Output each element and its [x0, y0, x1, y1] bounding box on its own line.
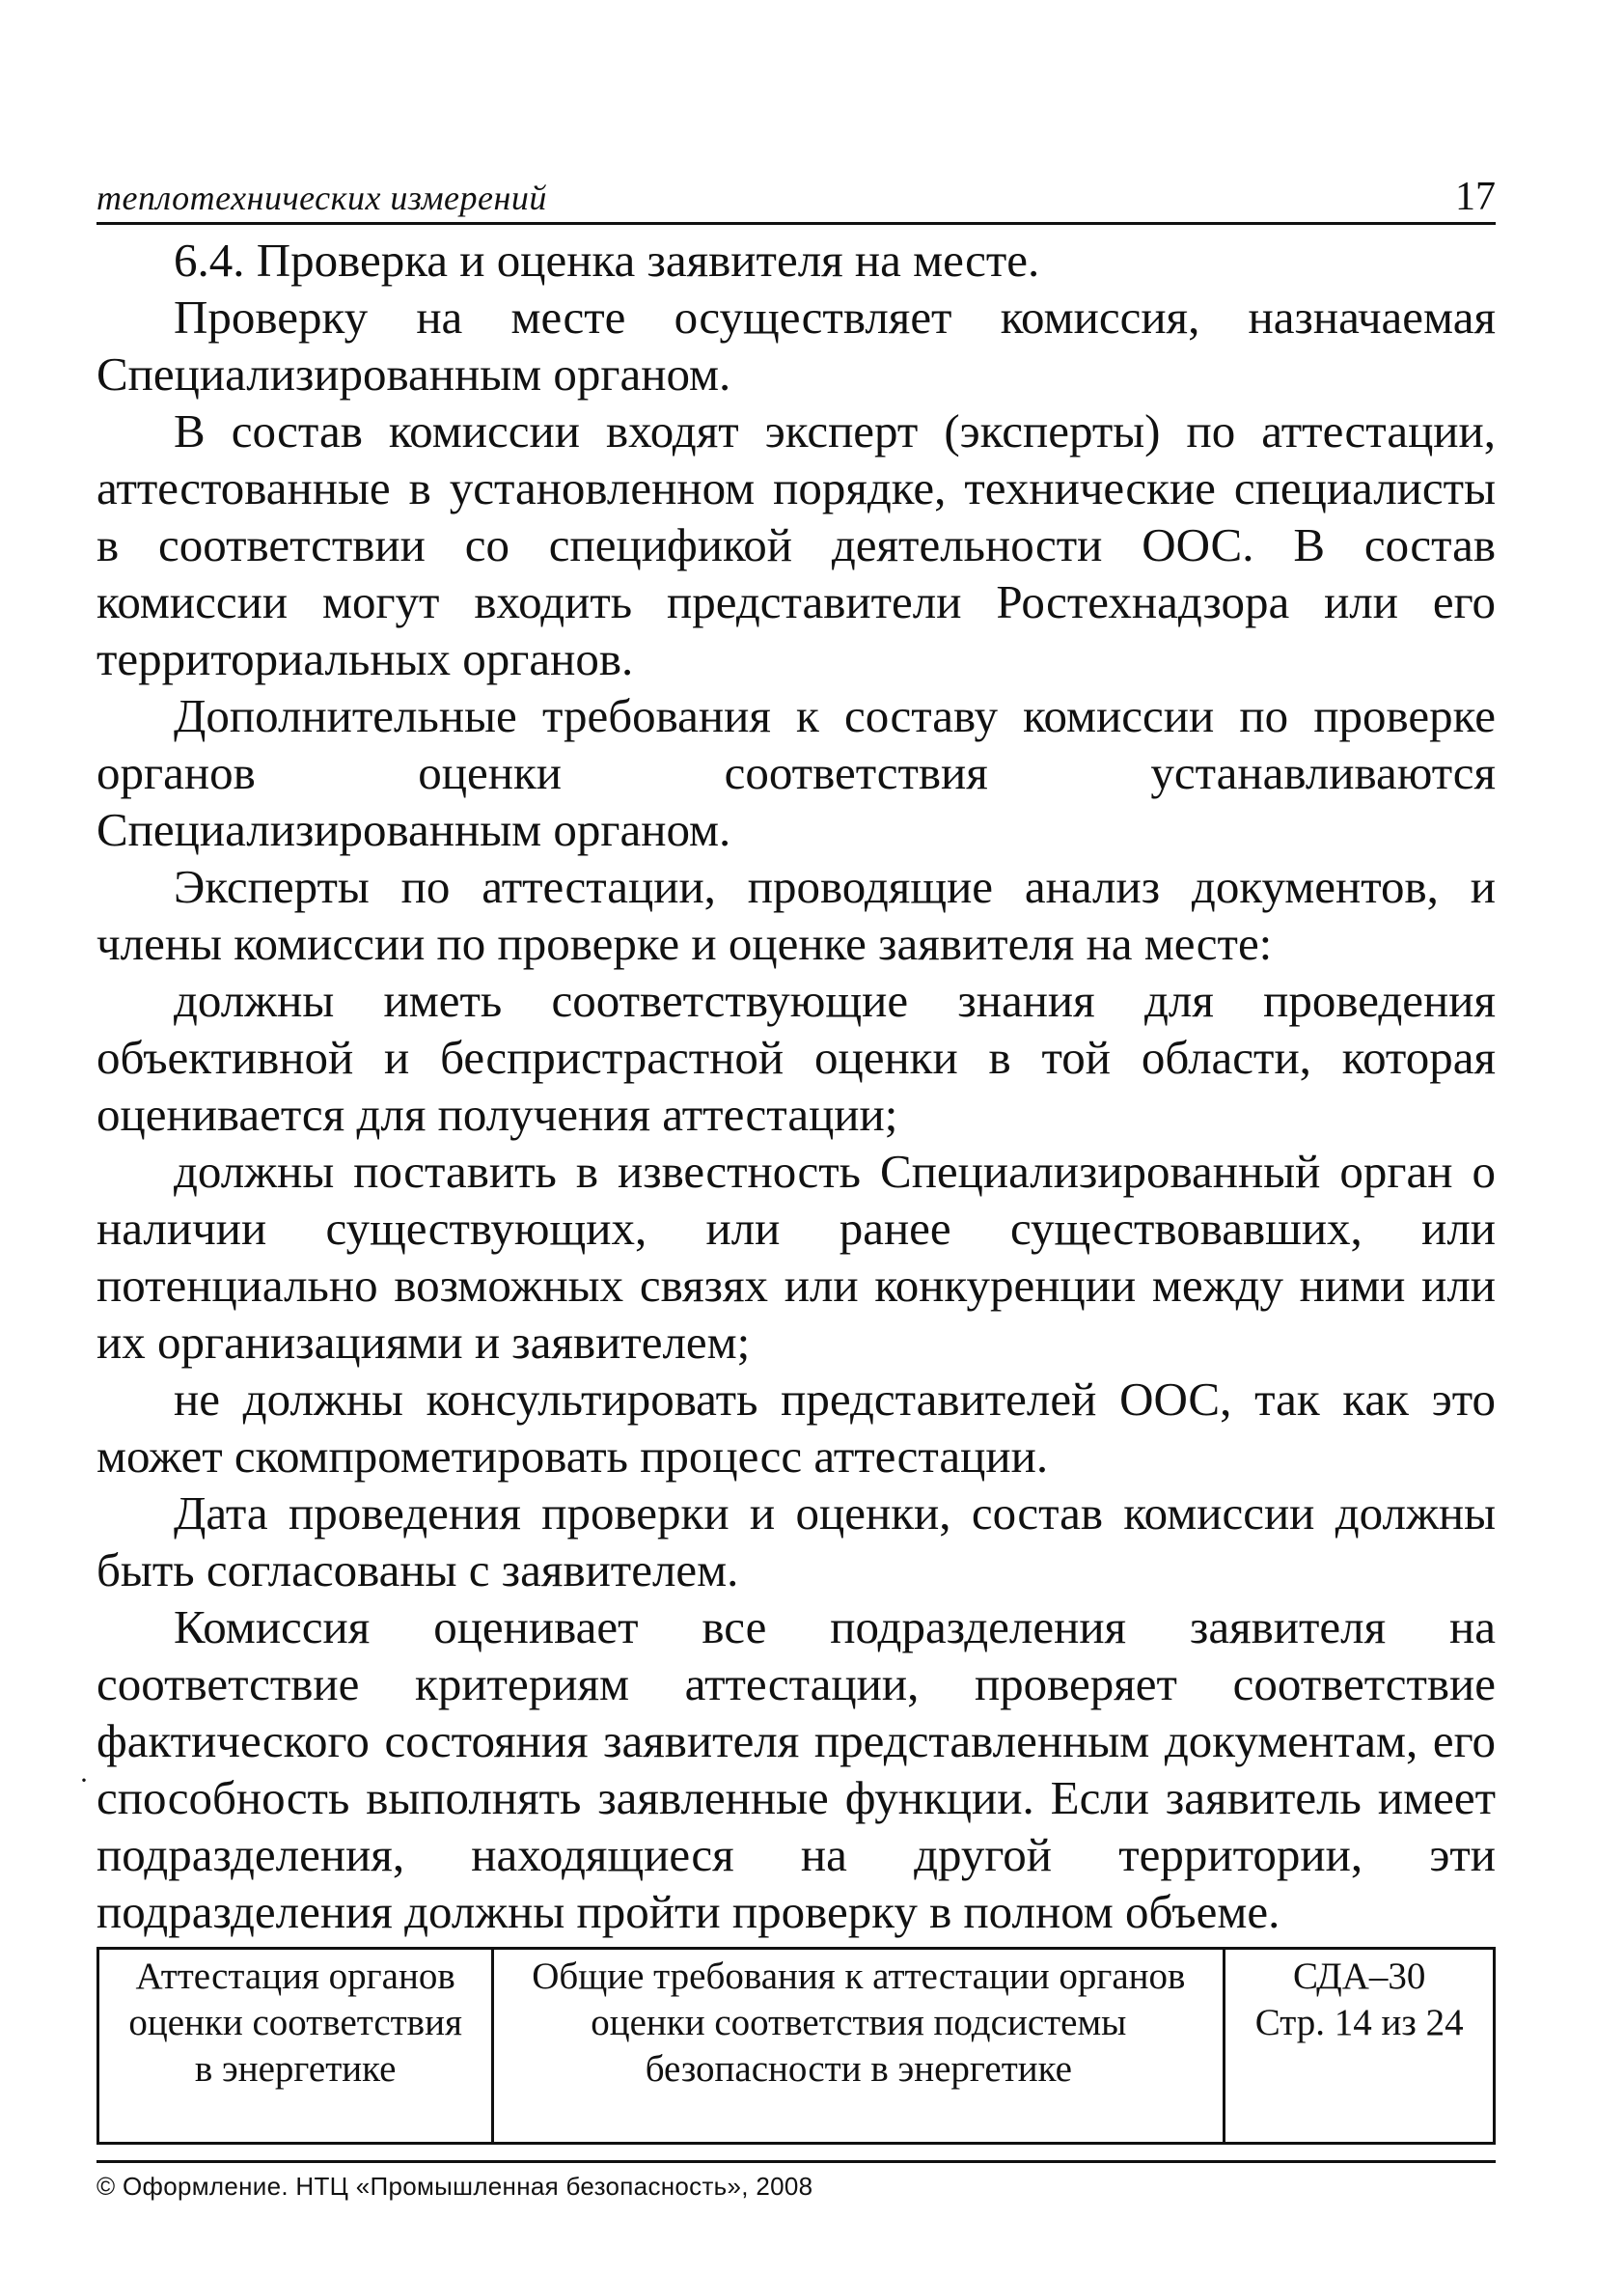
footer-divider — [96, 2160, 1496, 2163]
copyright-notice: © Оформление. НТЦ «Промышленная безопасность», 2008 — [96, 2172, 813, 2201]
cell-line: СДА–30 — [1293, 1956, 1426, 1997]
cell-line: в энергетике — [194, 2048, 397, 2090]
paragraph: не должны консультировать представителей ООС, так как это может скомпрометировать процесс аттестации. — [96, 1373, 1496, 1483]
cell-line: Аттестация органов — [135, 1956, 455, 1997]
cell-line: оценки соответствия — [128, 2002, 462, 2043]
paragraph: Дополнительные требования к составу комиссии по проверке органов оценки соответствия устанавливаются Специализированным органом. — [96, 689, 1496, 856]
paragraph: должны поставить в известность Специализированный орган о наличии существующих, или ранее существовавших, или потенциально возможных связях или конкуренции между ними или их организациями и заявителем; — [96, 1145, 1496, 1369]
paragraph: Проверку на месте осуществляет комиссия, назначаемая Специализированным органом. — [96, 291, 1496, 401]
page-number: 17 — [1455, 175, 1496, 219]
table-cell-code — [1225, 1949, 1495, 2144]
running-title: теплотехнических измерений — [96, 179, 547, 217]
cell-line: безопасности в энергетике — [645, 2048, 1072, 2090]
paragraph: Комиссия оценивает все подразделения заявителя на соответствие критериям аттестации, проверяет соответствие фактического состояния заявителя представленным документам, его способность выполнять заявленные функции. Если заявитель имеет подразделения, находящиеся на другой территории, эти подразделения должны пройти проверку в полном объеме. — [96, 1600, 1496, 1938]
paragraph: В состав комиссии входят эксперт (эксперты) по аттестации, аттестованные в установленном порядке, технические специалисты в соответствии со спецификой деятельности ООС. В состав комиссии могут входить представители Ростехнадзора или его территориальных органов. — [96, 404, 1496, 685]
paragraph: должны иметь соответствующие знания для проведения объективной и беспристрастной оценки в той области, которая оценивается для получения аттестации; — [96, 974, 1496, 1141]
margin-dot: · — [79, 1764, 89, 1796]
paragraph: Эксперты по аттестации, проводящие анализ документов, и члены комиссии по проверке и оценке заявителя на месте: — [96, 860, 1496, 970]
table-cell-description — [493, 1949, 1225, 2144]
table-cell-title — [98, 1949, 493, 2144]
cell-line: оценки соответствия подсистемы — [591, 2002, 1127, 2043]
cell-line: Общие требования к аттестации органов — [532, 1956, 1186, 1997]
cell-line: Стр. 14 из 24 — [1254, 2002, 1464, 2043]
running-header — [96, 164, 1496, 225]
paragraph: Дата проведения проверки и оценки, состав комиссии должны быть согласованы с заявителем. — [96, 1486, 1496, 1596]
document-info-table — [96, 1947, 1496, 2145]
body-text — [96, 232, 1496, 1940]
paragraph: 6.4. Проверка и оценка заявителя на месте. — [174, 234, 1040, 287]
